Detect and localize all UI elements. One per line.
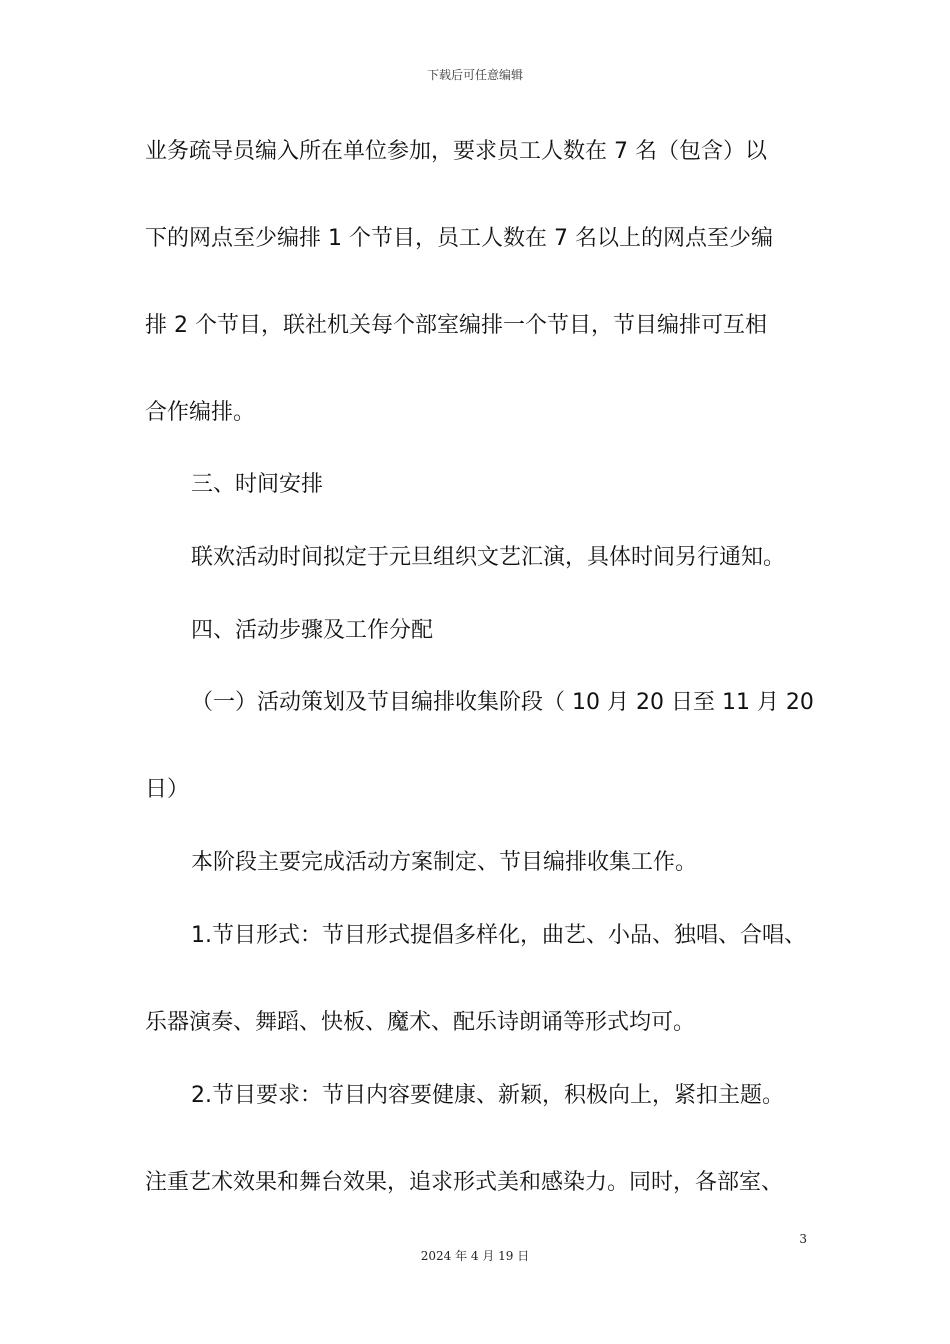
body-line-10: 本阶段主要完成活动方案制定、节目编排收集工作。	[191, 850, 698, 875]
body-line-2: 下的网点至少编排 1 个节目，员工人数在 7 名以上的网点至少编	[145, 226, 773, 251]
section-heading-time: 三、时间安排	[191, 472, 324, 497]
footer-date: 2024 年 4 月 19 日	[420, 1249, 530, 1263]
body-line-6: 联欢活动时间拟定于元旦组织文艺汇演，具体时间另行通知。	[191, 545, 786, 570]
body-line-11: 1.节目形式：节目形式提倡多样化，曲艺、小品、独唱、合唱、	[191, 923, 806, 948]
body-line-9: 日）	[145, 777, 190, 802]
body-line-4: 合作编排。	[145, 400, 256, 425]
page-number: 3	[799, 1232, 807, 1246]
body-line-14: 注重艺术效果和舞台效果，追求形式美和感染力。同时，各部室、	[145, 1170, 784, 1195]
body-line-1: 业务疏导员编入所在单位参加，要求员工人数在 7 名（包含）以	[145, 139, 767, 164]
body-line-13: 2.节目要求：节目内容要健康、新颖，积极向上，紧扣主题。	[191, 1083, 784, 1108]
body-line-12: 乐器演奏、舞蹈、快板、魔术、配乐诗朗诵等形式均可。	[145, 1010, 696, 1035]
subsection-heading-planning: （一）活动策划及节目编排收集阶段（ 10 月 20 日至 11 月 20	[191, 690, 814, 715]
page-header: 下载后可任意编辑	[426, 68, 523, 82]
section-heading-steps: 四、活动步骤及工作分配	[191, 618, 434, 643]
body-line-3: 排 2 个节目，联社机关每个部室编排一个节目，节目编排可互相	[145, 313, 767, 338]
